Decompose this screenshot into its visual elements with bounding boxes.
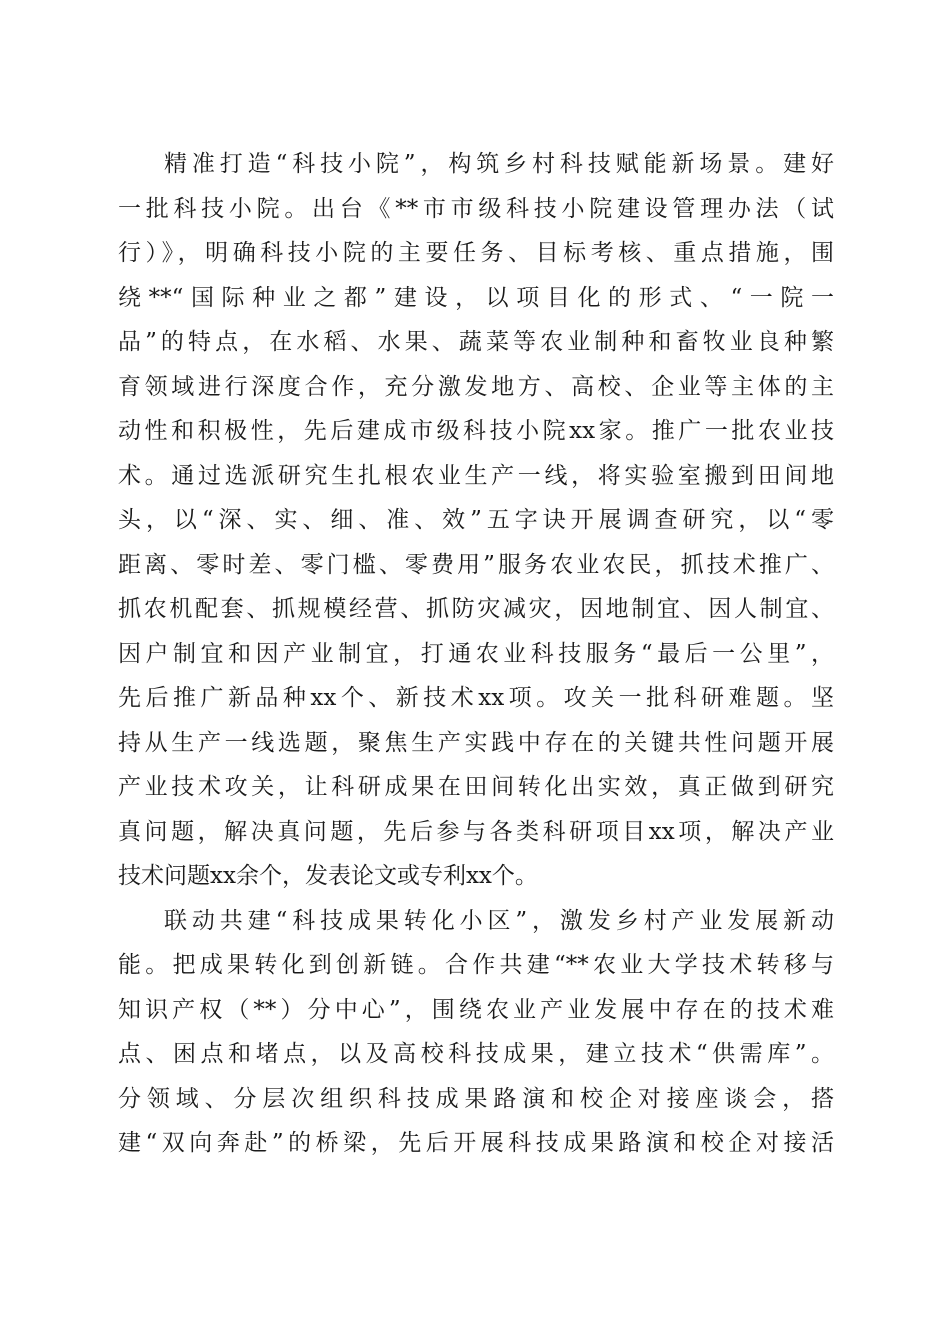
text-line: 行）》，明确科技小院的主要任务、目标考核、重点措施，围 [118, 240, 834, 266]
paragraph-tech-transfer-zone [118, 899, 834, 1166]
text-line: 建“双向奔赴”的桥梁，先后开展科技成果路演和校企对接活 [118, 1130, 834, 1156]
text-line: 育领域进行深度合作，充分激发地方、高校、企业等主体的主 [118, 373, 834, 400]
text-line: 因户制宜和因产业制宜，打通农业科技服务“最后一公里”， [118, 640, 834, 667]
text-line: 联动共建“科技成果转化小区”，激发乡村产业发展新动 [164, 907, 834, 934]
text-line: 技术问题xx余个，发表论文或专利xx个。 [118, 863, 538, 889]
text-line: 品”的特点，在水稻、水果、蔬菜等农业制种和畜牧业良种繁 [118, 329, 834, 355]
text-line: 产业技术攻关，让科研成果在田间转化出实效，真正做到研究 [118, 774, 834, 800]
text-line: 点、困点和堵点，以及高校科技成果，建立技术“供需库”。 [118, 1041, 834, 1067]
text-line: 距离、零时差、零门槛、零费用”服务农业农民，抓技术推广、 [118, 551, 834, 578]
text-line: 先后推广新品种xx个、新技术xx项。攻关一批科研难题。坚 [118, 685, 834, 711]
text-line: 一批科技小院。出台《**市市级科技小院建设管理办法（试 [118, 195, 834, 222]
text-line: 持从生产一线选题，聚焦生产实践中存在的关键共性问题开展 [118, 729, 834, 756]
text-line: 动性和积极性，先后建成市级科技小院xx家。推广一批农业技 [118, 418, 834, 444]
text-line: 分领域、分层次组织科技成果路演和校企对接座谈会，搭 [118, 1085, 834, 1112]
text-line: 精准打造“科技小院”，构筑乡村科技赋能新场景。建好 [164, 151, 834, 177]
document-body [118, 142, 834, 1166]
text-line: 知识产权（**）分中心”，围绕农业产业发展中存在的技术难 [118, 996, 834, 1023]
text-line: 绕**“国际种业之都”建设，以项目化的形式、“一院一 [118, 284, 834, 311]
paragraph-science-courtyard [118, 142, 834, 899]
text-line: 真问题，解决真问题，先后参与各类科研项目xx项，解决产业 [118, 818, 834, 845]
text-line: 术。通过选派研究生扎根农业生产一线，将实验室搬到田间地 [118, 462, 834, 489]
text-line: 抓农机配套、抓规模经营、抓防灾减灾，因地制宜、因人制宜、 [118, 596, 834, 622]
text-line: 头，以“深、实、细、准、效”五字诀开展调查研究，以“零 [118, 507, 834, 533]
text-line: 能。把成果转化到创新链。合作共建“**农业大学技术转移与 [118, 952, 834, 978]
